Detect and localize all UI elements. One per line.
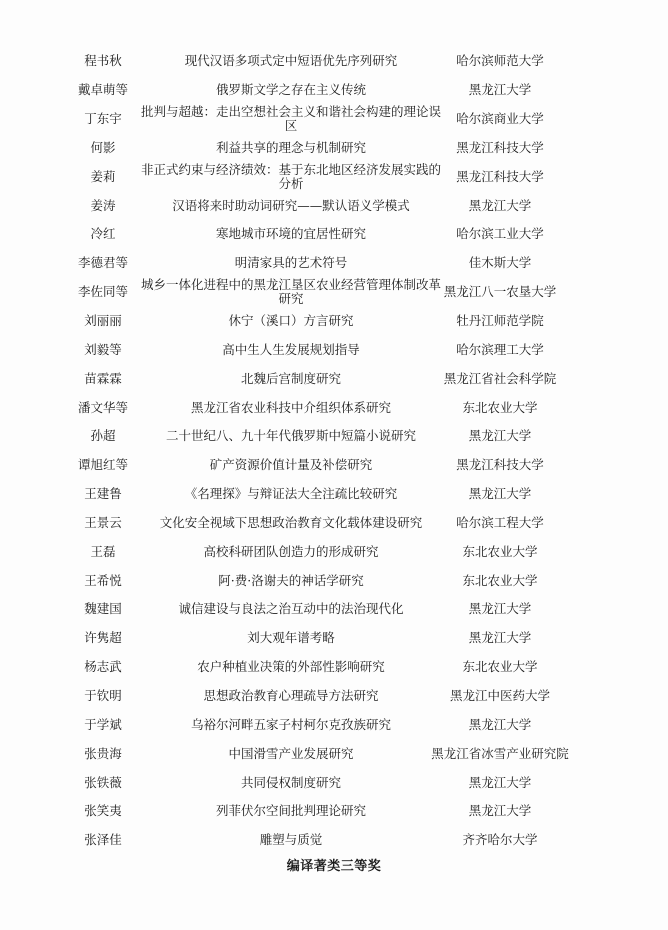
author-name: 刘丽丽 <box>84 313 122 329</box>
work-title: 列菲伏尔空间批判理论研究 <box>215 803 366 819</box>
work-title: 阿·费·洛谢夫的神话学研究 <box>218 572 364 588</box>
author-name: 张铁薇 <box>84 774 122 790</box>
institution-name: 东北农业大学 <box>462 543 538 559</box>
work-title: 现代汉语多项式定中短语优先序列研究 <box>184 53 398 69</box>
work-title: 《名理探》与辩证法大全注疏比较研究 <box>184 486 398 502</box>
author-name: 李德君等 <box>77 255 128 271</box>
work-title: 共同侵权制度研究 <box>240 774 341 790</box>
author-name: 程书秋 <box>84 53 122 69</box>
work-title: 高中生人生发展规划指导 <box>222 341 360 357</box>
institution-name: 黑龙江大学 <box>468 428 532 444</box>
list-item <box>0 739 668 768</box>
list-item <box>0 710 668 739</box>
list-item <box>0 105 668 134</box>
work-title: 文化安全视域下思想政治教育文化载体建设研究 <box>159 514 423 530</box>
institution-name: 黑龙江大学 <box>468 774 532 790</box>
author-name: 何影 <box>90 139 116 155</box>
list-item <box>0 76 668 105</box>
list-item <box>0 335 668 364</box>
work-title: 寒地城市环境的宜居性研究 <box>215 226 366 242</box>
work-title: 俄罗斯文学之存在主义传统 <box>215 82 366 98</box>
author-name: 许隽超 <box>84 630 122 646</box>
work-title: 二十世纪八、九十年代俄罗斯中短篇小说研究 <box>165 428 416 444</box>
list-item <box>0 537 668 566</box>
institution-name: 东北农业大学 <box>462 659 538 675</box>
institution-name: 哈尔滨师范大学 <box>456 53 544 69</box>
institution-name: 东北农业大学 <box>462 399 538 415</box>
list-item <box>0 768 668 797</box>
author-name: 潘文华等 <box>77 399 128 415</box>
institution-name: 黑龙江省社会科学院 <box>443 370 557 386</box>
author-name: 魏建国 <box>84 601 122 617</box>
list-item <box>0 451 668 480</box>
author-name: 冷红 <box>90 226 116 242</box>
institution-name: 齐齐哈尔大学 <box>462 832 538 848</box>
author-name: 王希悦 <box>84 572 122 588</box>
list-item <box>0 220 668 249</box>
author-name: 姜涛 <box>90 197 116 213</box>
work-title: 黑龙江省农业科技中介组织体系研究 <box>190 399 391 415</box>
author-name: 孙超 <box>90 428 116 444</box>
section-heading: 编译著类三等奖 <box>286 859 382 874</box>
institution-name: 黑龙江中医药大学 <box>449 687 550 703</box>
institution-name: 哈尔滨理工大学 <box>456 341 544 357</box>
work-title: 城乡一体化进程中的黑龙江垦区农业经营管理体制改革研究 <box>140 277 441 307</box>
work-title: 明清家具的艺术符号 <box>234 255 348 271</box>
author-name: 刘毅等 <box>84 341 122 357</box>
author-name: 谭旭红等 <box>77 457 128 473</box>
institution-name: 黑龙江科技大学 <box>456 139 544 155</box>
institution-name: 哈尔滨工程大学 <box>456 514 544 530</box>
work-title: 中国滑雪产业发展研究 <box>228 745 354 761</box>
institution-name: 黑龙江科技大学 <box>456 457 544 473</box>
work-title: 批判与超越：走出空想社会主义和谐社会构建的理论误区 <box>140 104 441 134</box>
list-item <box>0 47 668 76</box>
list-item <box>0 278 668 307</box>
work-title: 北魏后宫制度研究 <box>240 370 341 386</box>
award-list <box>0 47 668 855</box>
work-title: 利益共享的理念与机制研究 <box>215 139 366 155</box>
work-title: 刘大观年谱考略 <box>247 630 335 646</box>
author-name: 张笑夷 <box>84 803 122 819</box>
list-item <box>0 307 668 336</box>
author-name: 李佐同等 <box>77 284 128 300</box>
work-title: 高校科研团队创造力的形成研究 <box>203 543 379 559</box>
work-title: 雕塑与质觉 <box>259 832 323 848</box>
list-item <box>0 566 668 595</box>
author-name: 张贵海 <box>84 745 122 761</box>
author-name: 苗霖霖 <box>84 370 122 386</box>
author-name: 王磊 <box>90 543 116 559</box>
institution-name: 黑龙江科技大学 <box>456 168 544 184</box>
institution-name: 黑龙江大学 <box>468 630 532 646</box>
work-title: 诚信建设与良法之治互动中的法治现代化 <box>178 601 404 617</box>
author-name: 戴卓萌等 <box>77 82 128 98</box>
list-item <box>0 191 668 220</box>
work-title: 休宁（溪口）方言研究 <box>228 313 354 329</box>
list-item <box>0 797 668 826</box>
institution-name: 黑龙江省冰雪产业研究院 <box>431 745 569 761</box>
author-name: 于钦明 <box>84 687 122 703</box>
institution-name: 黑龙江大学 <box>468 486 532 502</box>
list-item <box>0 162 668 191</box>
list-item <box>0 422 668 451</box>
work-title: 汉语将来时助动词研究——默认语义学模式 <box>172 197 410 213</box>
institution-name: 黑龙江大学 <box>468 803 532 819</box>
list-item <box>0 624 668 653</box>
institution-name: 黑龙江大学 <box>468 716 532 732</box>
author-name: 杨志武 <box>84 659 122 675</box>
institution-name: 黑龙江大学 <box>468 601 532 617</box>
work-title: 农户种植业决策的外部性影响研究 <box>197 659 385 675</box>
author-name: 王景云 <box>84 514 122 530</box>
list-item <box>0 826 668 855</box>
list-item <box>0 480 668 509</box>
list-item <box>0 509 668 538</box>
list-item <box>0 393 668 422</box>
author-name: 丁东宇 <box>84 111 122 127</box>
list-item <box>0 364 668 393</box>
work-title: 乌裕尔河畔五家子村柯尔克孜族研究 <box>190 716 391 732</box>
list-item <box>0 653 668 682</box>
institution-name: 佳木斯大学 <box>468 255 532 271</box>
work-title: 矿产资源价值计量及补偿研究 <box>209 457 373 473</box>
list-item <box>0 595 668 624</box>
author-name: 王建鲁 <box>84 486 122 502</box>
work-title: 非正式约束与经济绩效：基于东北地区经济发展实践的分析 <box>140 161 441 191</box>
institution-name: 哈尔滨商业大学 <box>456 111 544 127</box>
institution-name: 东北农业大学 <box>462 572 538 588</box>
institution-name: 哈尔滨工业大学 <box>456 226 544 242</box>
work-title: 思想政治教育心理疏导方法研究 <box>203 687 379 703</box>
institution-name: 牡丹江师范学院 <box>456 313 544 329</box>
institution-name: 黑龙江大学 <box>468 197 532 213</box>
institution-name: 黑龙江大学 <box>468 82 532 98</box>
list-item <box>0 134 668 163</box>
author-name: 张泽佳 <box>84 832 122 848</box>
list-item <box>0 682 668 711</box>
institution-name: 黑龙江八一农垦大学 <box>443 284 557 300</box>
list-item <box>0 249 668 278</box>
author-name: 于学斌 <box>84 716 122 732</box>
author-name: 姜莉 <box>90 168 116 184</box>
